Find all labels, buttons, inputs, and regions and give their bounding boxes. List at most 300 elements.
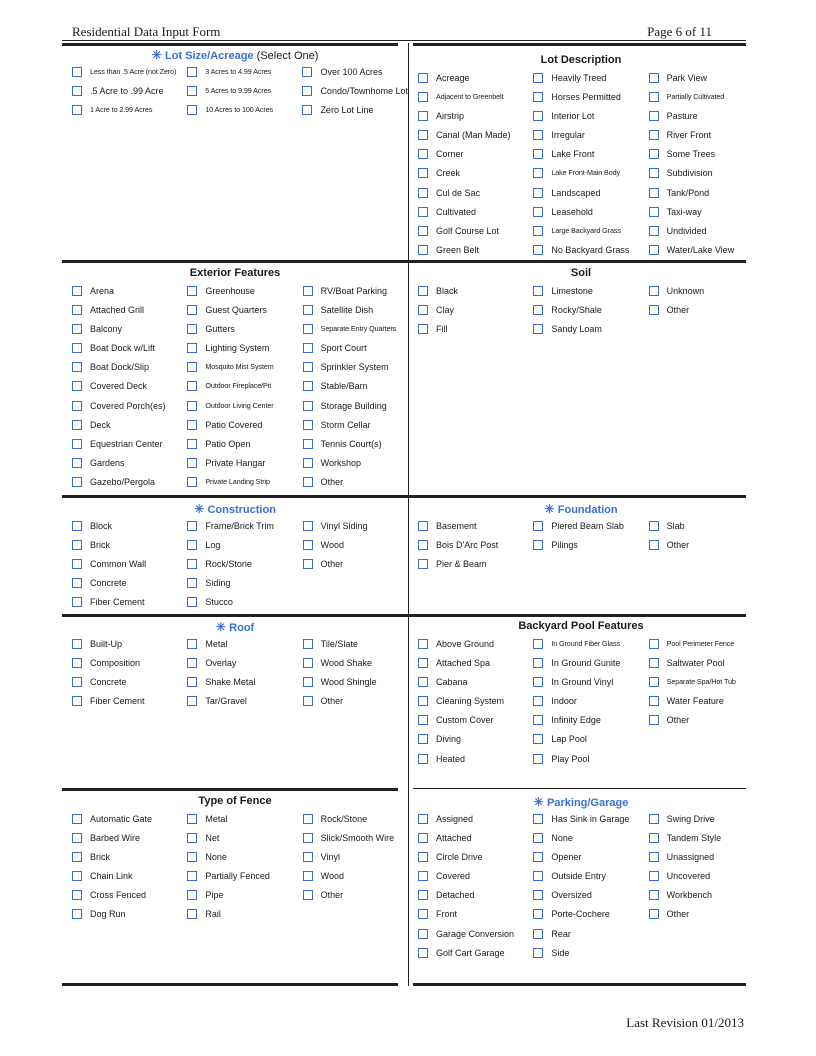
option-covered-porch-es[interactable] bbox=[62, 400, 177, 419]
option-outside-entry[interactable] bbox=[523, 870, 638, 889]
checkbox[interactable] bbox=[72, 286, 82, 296]
checkbox[interactable] bbox=[418, 521, 428, 531]
option-block[interactable] bbox=[62, 520, 177, 539]
checkbox[interactable] bbox=[303, 458, 313, 468]
option-metal[interactable] bbox=[177, 813, 292, 832]
option-metal[interactable] bbox=[177, 638, 292, 657]
checkbox[interactable] bbox=[72, 67, 82, 77]
option-covered-deck[interactable] bbox=[62, 380, 177, 399]
option-pilings[interactable] bbox=[523, 539, 638, 558]
option-vinyl-siding[interactable] bbox=[293, 520, 408, 539]
option-covered[interactable] bbox=[408, 870, 523, 889]
option-outdoor-fireplace-pit[interactable] bbox=[177, 380, 292, 399]
option-lake-front-main-body[interactable] bbox=[523, 167, 638, 186]
checkbox[interactable] bbox=[418, 73, 428, 83]
option-above-ground[interactable] bbox=[408, 638, 523, 657]
option-automatic-gate[interactable] bbox=[62, 813, 177, 832]
option-rv-boat-parking[interactable] bbox=[293, 285, 408, 304]
checkbox[interactable] bbox=[72, 381, 82, 391]
option-black[interactable] bbox=[408, 285, 523, 304]
option-golf-course-lot[interactable] bbox=[408, 225, 523, 244]
option-satellite-dish[interactable] bbox=[293, 304, 408, 323]
option-porte-cochere[interactable] bbox=[523, 908, 638, 927]
option-tandem-style[interactable] bbox=[639, 832, 754, 851]
checkbox[interactable] bbox=[533, 639, 543, 649]
option-cabana[interactable] bbox=[408, 676, 523, 695]
checkbox[interactable] bbox=[418, 852, 428, 862]
checkbox[interactable] bbox=[187, 420, 197, 430]
checkbox[interactable] bbox=[418, 226, 428, 236]
option-corner[interactable] bbox=[408, 148, 523, 167]
checkbox[interactable] bbox=[72, 871, 82, 881]
checkbox[interactable] bbox=[649, 909, 659, 919]
option-cleaning-system[interactable] bbox=[408, 695, 523, 714]
option-acreage[interactable] bbox=[408, 72, 523, 91]
checkbox[interactable] bbox=[303, 521, 313, 531]
checkbox[interactable] bbox=[72, 890, 82, 900]
option-cul-de-sac[interactable] bbox=[408, 187, 523, 206]
checkbox[interactable] bbox=[187, 909, 197, 919]
checkbox[interactable] bbox=[533, 305, 543, 315]
option-diving[interactable] bbox=[408, 733, 523, 752]
checkbox[interactable] bbox=[72, 105, 82, 115]
checkbox[interactable] bbox=[533, 168, 543, 178]
checkbox[interactable] bbox=[533, 73, 543, 83]
checkbox[interactable] bbox=[649, 696, 659, 706]
option-other[interactable] bbox=[639, 304, 754, 323]
option-assigned[interactable] bbox=[408, 813, 523, 832]
option-boat-dock-slip[interactable] bbox=[62, 361, 177, 380]
option-infinity-edge[interactable] bbox=[523, 714, 638, 733]
checkbox[interactable] bbox=[303, 658, 313, 668]
checkbox[interactable] bbox=[649, 658, 659, 668]
option-leasehold[interactable] bbox=[523, 206, 638, 225]
option-condo-townhome-lot[interactable] bbox=[292, 85, 408, 104]
option-custom-cover[interactable] bbox=[408, 714, 523, 733]
option-subdivision[interactable] bbox=[639, 167, 754, 186]
checkbox[interactable] bbox=[533, 149, 543, 159]
checkbox[interactable] bbox=[418, 324, 428, 334]
checkbox[interactable] bbox=[187, 286, 197, 296]
option-partially-cultivated[interactable] bbox=[639, 91, 754, 110]
option-guest-quarters[interactable] bbox=[177, 304, 292, 323]
option-circle-drive[interactable] bbox=[408, 851, 523, 870]
checkbox[interactable] bbox=[72, 833, 82, 843]
checkbox[interactable] bbox=[303, 559, 313, 569]
option-golf-cart-garage[interactable] bbox=[408, 947, 523, 966]
checkbox[interactable] bbox=[418, 890, 428, 900]
option-unassigned[interactable] bbox=[639, 851, 754, 870]
option-other[interactable] bbox=[639, 539, 754, 558]
option-tile-slate[interactable] bbox=[293, 638, 408, 657]
checkbox[interactable] bbox=[533, 833, 543, 843]
checkbox[interactable] bbox=[187, 597, 197, 607]
option-landscaped[interactable] bbox=[523, 187, 638, 206]
checkbox[interactable] bbox=[72, 439, 82, 449]
checkbox[interactable] bbox=[649, 188, 659, 198]
checkbox[interactable] bbox=[72, 597, 82, 607]
checkbox[interactable] bbox=[72, 639, 82, 649]
checkbox[interactable] bbox=[303, 677, 313, 687]
option-heated[interactable] bbox=[408, 753, 523, 772]
checkbox[interactable] bbox=[418, 149, 428, 159]
checkbox[interactable] bbox=[303, 477, 313, 487]
option-pipe[interactable] bbox=[177, 889, 292, 908]
checkbox[interactable] bbox=[187, 852, 197, 862]
checkbox[interactable] bbox=[187, 578, 197, 588]
checkbox[interactable] bbox=[303, 852, 313, 862]
option-side[interactable] bbox=[523, 947, 638, 966]
option-adjacent-to-greenbelt[interactable] bbox=[408, 91, 523, 110]
option-pier-beam[interactable] bbox=[408, 558, 523, 577]
checkbox[interactable] bbox=[649, 540, 659, 550]
option-front[interactable] bbox=[408, 908, 523, 927]
option-garage-conversion[interactable] bbox=[408, 928, 523, 947]
checkbox[interactable] bbox=[649, 226, 659, 236]
checkbox[interactable] bbox=[649, 245, 659, 255]
option-workbench[interactable] bbox=[639, 889, 754, 908]
option-equestrian-center[interactable] bbox=[62, 438, 177, 457]
option-river-front[interactable] bbox=[639, 129, 754, 148]
option-water-feature[interactable] bbox=[639, 695, 754, 714]
checkbox[interactable] bbox=[533, 715, 543, 725]
option-lighting-system[interactable] bbox=[177, 342, 292, 361]
checkbox[interactable] bbox=[533, 540, 543, 550]
checkbox[interactable] bbox=[187, 401, 197, 411]
checkbox[interactable] bbox=[418, 540, 428, 550]
option-unknown[interactable] bbox=[639, 285, 754, 304]
option-siding[interactable] bbox=[177, 577, 292, 596]
checkbox[interactable] bbox=[649, 852, 659, 862]
checkbox[interactable] bbox=[533, 948, 543, 958]
checkbox[interactable] bbox=[533, 929, 543, 939]
checkbox[interactable] bbox=[649, 130, 659, 140]
option-concrete[interactable] bbox=[62, 676, 177, 695]
checkbox[interactable] bbox=[649, 286, 659, 296]
checkbox[interactable] bbox=[187, 871, 197, 881]
option-shake-metal[interactable] bbox=[177, 676, 292, 695]
option-rear[interactable] bbox=[523, 928, 638, 947]
option-1-acre-to-2-99-acres[interactable] bbox=[62, 104, 177, 123]
option-slick-smooth-wire[interactable] bbox=[293, 832, 408, 851]
option-10-acres-to-100-acres[interactable] bbox=[177, 104, 292, 123]
checkbox[interactable] bbox=[303, 420, 313, 430]
checkbox[interactable] bbox=[187, 639, 197, 649]
checkbox[interactable] bbox=[418, 130, 428, 140]
option-other[interactable] bbox=[293, 476, 408, 495]
checkbox[interactable] bbox=[533, 324, 543, 334]
checkbox[interactable] bbox=[418, 833, 428, 843]
checkbox[interactable] bbox=[418, 696, 428, 706]
checkbox[interactable] bbox=[302, 105, 312, 115]
option-sandy-loam[interactable] bbox=[523, 323, 638, 342]
checkbox[interactable] bbox=[187, 559, 197, 569]
checkbox[interactable] bbox=[533, 521, 543, 531]
option-horses-permitted[interactable] bbox=[523, 91, 638, 110]
option-indoor[interactable] bbox=[523, 695, 638, 714]
checkbox[interactable] bbox=[187, 833, 197, 843]
checkbox[interactable] bbox=[649, 715, 659, 725]
option-tennis-court-s[interactable] bbox=[293, 438, 408, 457]
option-fiber-cement[interactable] bbox=[62, 596, 177, 615]
option-mosquito-mist-system[interactable] bbox=[177, 361, 292, 380]
checkbox[interactable] bbox=[649, 814, 659, 824]
option-oversized[interactable] bbox=[523, 889, 638, 908]
checkbox[interactable] bbox=[649, 92, 659, 102]
checkbox[interactable] bbox=[72, 540, 82, 550]
checkbox[interactable] bbox=[418, 111, 428, 121]
checkbox[interactable] bbox=[72, 909, 82, 919]
checkbox[interactable] bbox=[533, 92, 543, 102]
checkbox[interactable] bbox=[418, 677, 428, 687]
checkbox[interactable] bbox=[187, 343, 197, 353]
option-undivided[interactable] bbox=[639, 225, 754, 244]
option-bois-d-arc-post[interactable] bbox=[408, 539, 523, 558]
option-rock-stone[interactable] bbox=[177, 558, 292, 577]
option-in-ground-vinyl[interactable] bbox=[523, 676, 638, 695]
checkbox[interactable] bbox=[418, 715, 428, 725]
option-in-ground-fiber-glass[interactable] bbox=[523, 638, 638, 657]
checkbox[interactable] bbox=[72, 521, 82, 531]
checkbox[interactable] bbox=[72, 324, 82, 334]
option-saltwater-pool[interactable] bbox=[639, 657, 754, 676]
checkbox[interactable] bbox=[187, 305, 197, 315]
checkbox[interactable] bbox=[649, 305, 659, 315]
checkbox[interactable] bbox=[187, 458, 197, 468]
checkbox[interactable] bbox=[533, 754, 543, 764]
option-common-wall[interactable] bbox=[62, 558, 177, 577]
checkbox[interactable] bbox=[187, 814, 197, 824]
option-sport-court[interactable] bbox=[293, 342, 408, 361]
option-has-sink-in-garage[interactable] bbox=[523, 813, 638, 832]
checkbox[interactable] bbox=[187, 540, 197, 550]
option-clay[interactable] bbox=[408, 304, 523, 323]
option-airstrip[interactable] bbox=[408, 110, 523, 129]
checkbox[interactable] bbox=[418, 207, 428, 217]
checkbox[interactable] bbox=[303, 890, 313, 900]
checkbox[interactable] bbox=[72, 578, 82, 588]
option-irregular[interactable] bbox=[523, 129, 638, 148]
option-large-backyard-grass[interactable] bbox=[523, 225, 638, 244]
option-detached[interactable] bbox=[408, 889, 523, 908]
checkbox[interactable] bbox=[187, 324, 197, 334]
checkbox[interactable] bbox=[303, 362, 313, 372]
option-none[interactable] bbox=[177, 851, 292, 870]
checkbox[interactable] bbox=[533, 890, 543, 900]
checkbox[interactable] bbox=[649, 111, 659, 121]
checkbox[interactable] bbox=[187, 521, 197, 531]
option-limestone[interactable] bbox=[523, 285, 638, 304]
option-3-acres-to-4-99-acres[interactable] bbox=[177, 66, 292, 85]
option-arena[interactable] bbox=[62, 285, 177, 304]
checkbox[interactable] bbox=[418, 909, 428, 919]
checkbox[interactable] bbox=[418, 188, 428, 198]
checkbox[interactable] bbox=[533, 207, 543, 217]
option-other[interactable] bbox=[293, 889, 408, 908]
option-canal-man-made[interactable] bbox=[408, 129, 523, 148]
option-rocky-shale[interactable] bbox=[523, 304, 638, 323]
checkbox[interactable] bbox=[72, 401, 82, 411]
option-frame-brick-trim[interactable] bbox=[177, 520, 292, 539]
option-partially-fenced[interactable] bbox=[177, 870, 292, 889]
checkbox[interactable] bbox=[303, 814, 313, 824]
option-built-up[interactable] bbox=[62, 638, 177, 657]
option-some-trees[interactable] bbox=[639, 148, 754, 167]
checkbox[interactable] bbox=[418, 948, 428, 958]
option-barbed-wire[interactable] bbox=[62, 832, 177, 851]
option-heavily-treed[interactable] bbox=[523, 72, 638, 91]
checkbox[interactable] bbox=[418, 754, 428, 764]
option-wood[interactable] bbox=[293, 870, 408, 889]
checkbox[interactable] bbox=[649, 73, 659, 83]
checkbox[interactable] bbox=[187, 477, 197, 487]
option-over-100-acres[interactable] bbox=[292, 66, 408, 85]
option-private-hangar[interactable] bbox=[177, 457, 292, 476]
checkbox[interactable] bbox=[303, 343, 313, 353]
checkbox[interactable] bbox=[649, 639, 659, 649]
option-play-pool[interactable] bbox=[523, 753, 638, 772]
checkbox[interactable] bbox=[533, 734, 543, 744]
option-other[interactable] bbox=[293, 695, 408, 714]
checkbox[interactable] bbox=[187, 677, 197, 687]
checkbox[interactable] bbox=[303, 833, 313, 843]
option-other[interactable] bbox=[293, 558, 408, 577]
option-swing-drive[interactable] bbox=[639, 813, 754, 832]
option-patio-open[interactable] bbox=[177, 438, 292, 457]
option-storm-cellar[interactable] bbox=[293, 419, 408, 438]
option-cross-fenced[interactable] bbox=[62, 889, 177, 908]
option-zero-lot-line[interactable] bbox=[292, 104, 408, 123]
option-concrete[interactable] bbox=[62, 577, 177, 596]
checkbox[interactable] bbox=[533, 696, 543, 706]
option-wood-shake[interactable] bbox=[293, 657, 408, 676]
option-brick[interactable] bbox=[62, 539, 177, 558]
option-fill[interactable] bbox=[408, 323, 523, 342]
checkbox[interactable] bbox=[303, 439, 313, 449]
option-tar-gravel[interactable] bbox=[177, 695, 292, 714]
checkbox[interactable] bbox=[187, 67, 197, 77]
option-chain-link[interactable] bbox=[62, 870, 177, 889]
option-cultivated[interactable] bbox=[408, 206, 523, 225]
checkbox[interactable] bbox=[72, 362, 82, 372]
checkbox[interactable] bbox=[72, 696, 82, 706]
option-private-landing-strip[interactable] bbox=[177, 476, 292, 495]
checkbox[interactable] bbox=[533, 130, 543, 140]
option-slab[interactable] bbox=[639, 520, 754, 539]
checkbox[interactable] bbox=[418, 734, 428, 744]
option-creek[interactable] bbox=[408, 167, 523, 186]
checkbox[interactable] bbox=[649, 168, 659, 178]
option-wood[interactable] bbox=[293, 539, 408, 558]
option-rail[interactable] bbox=[177, 908, 292, 927]
option-tank-pond[interactable] bbox=[639, 187, 754, 206]
checkbox[interactable] bbox=[302, 86, 312, 96]
option-wood-shingle[interactable] bbox=[293, 676, 408, 695]
checkbox[interactable] bbox=[72, 852, 82, 862]
option-net[interactable] bbox=[177, 832, 292, 851]
option-interior-lot[interactable] bbox=[523, 110, 638, 129]
checkbox[interactable] bbox=[303, 324, 313, 334]
checkbox[interactable] bbox=[418, 639, 428, 649]
checkbox[interactable] bbox=[72, 658, 82, 668]
checkbox[interactable] bbox=[72, 458, 82, 468]
checkbox[interactable] bbox=[533, 852, 543, 862]
option-gardens[interactable] bbox=[62, 457, 177, 476]
checkbox[interactable] bbox=[303, 381, 313, 391]
checkbox[interactable] bbox=[418, 814, 428, 824]
checkbox[interactable] bbox=[533, 286, 543, 296]
checkbox[interactable] bbox=[303, 696, 313, 706]
option-deck[interactable] bbox=[62, 419, 177, 438]
checkbox[interactable] bbox=[72, 305, 82, 315]
option-gazebo-pergola[interactable] bbox=[62, 476, 177, 495]
checkbox[interactable] bbox=[533, 658, 543, 668]
option-park-view[interactable] bbox=[639, 72, 754, 91]
option-storage-building[interactable] bbox=[293, 400, 408, 419]
checkbox[interactable] bbox=[303, 540, 313, 550]
option-patio-covered[interactable] bbox=[177, 419, 292, 438]
checkbox[interactable] bbox=[418, 658, 428, 668]
option-less-than-5-acre-not-zero[interactable] bbox=[62, 66, 177, 85]
checkbox[interactable] bbox=[303, 871, 313, 881]
checkbox[interactable] bbox=[649, 149, 659, 159]
checkbox[interactable] bbox=[187, 890, 197, 900]
option-5-acre-to-99-acre[interactable] bbox=[62, 85, 177, 104]
option-separate-spa-hot-tub[interactable] bbox=[639, 676, 754, 695]
checkbox[interactable] bbox=[187, 362, 197, 372]
option-rock-stone[interactable] bbox=[293, 813, 408, 832]
option-vinyl[interactable] bbox=[293, 851, 408, 870]
checkbox[interactable] bbox=[302, 67, 312, 77]
checkbox[interactable] bbox=[303, 305, 313, 315]
checkbox[interactable] bbox=[418, 305, 428, 315]
checkbox[interactable] bbox=[533, 909, 543, 919]
checkbox[interactable] bbox=[303, 639, 313, 649]
option-basement[interactable] bbox=[408, 520, 523, 539]
option-attached-grill[interactable] bbox=[62, 304, 177, 323]
checkbox[interactable] bbox=[533, 814, 543, 824]
option-dog-run[interactable] bbox=[62, 908, 177, 927]
checkbox[interactable] bbox=[649, 833, 659, 843]
option-piered-beam-slab[interactable] bbox=[523, 520, 638, 539]
checkbox[interactable] bbox=[533, 677, 543, 687]
checkbox[interactable] bbox=[533, 245, 543, 255]
option-greenhouse[interactable] bbox=[177, 285, 292, 304]
checkbox[interactable] bbox=[533, 188, 543, 198]
option-fiber-cement[interactable] bbox=[62, 695, 177, 714]
checkbox[interactable] bbox=[418, 929, 428, 939]
checkbox[interactable] bbox=[187, 696, 197, 706]
option-taxi-way[interactable] bbox=[639, 206, 754, 225]
option-composition[interactable] bbox=[62, 657, 177, 676]
checkbox[interactable] bbox=[187, 439, 197, 449]
checkbox[interactable] bbox=[649, 871, 659, 881]
option-attached[interactable] bbox=[408, 832, 523, 851]
checkbox[interactable] bbox=[418, 559, 428, 569]
checkbox[interactable] bbox=[72, 343, 82, 353]
checkbox[interactable] bbox=[649, 207, 659, 217]
checkbox[interactable] bbox=[187, 105, 197, 115]
option-outdoor-living-center[interactable] bbox=[177, 400, 292, 419]
option-in-ground-gunite[interactable] bbox=[523, 657, 638, 676]
checkbox[interactable] bbox=[418, 92, 428, 102]
option-brick[interactable] bbox=[62, 851, 177, 870]
checkbox[interactable] bbox=[72, 86, 82, 96]
checkbox[interactable] bbox=[649, 890, 659, 900]
option-sprinkler-system[interactable] bbox=[293, 361, 408, 380]
checkbox[interactable] bbox=[649, 677, 659, 687]
option-lake-front[interactable] bbox=[523, 148, 638, 167]
